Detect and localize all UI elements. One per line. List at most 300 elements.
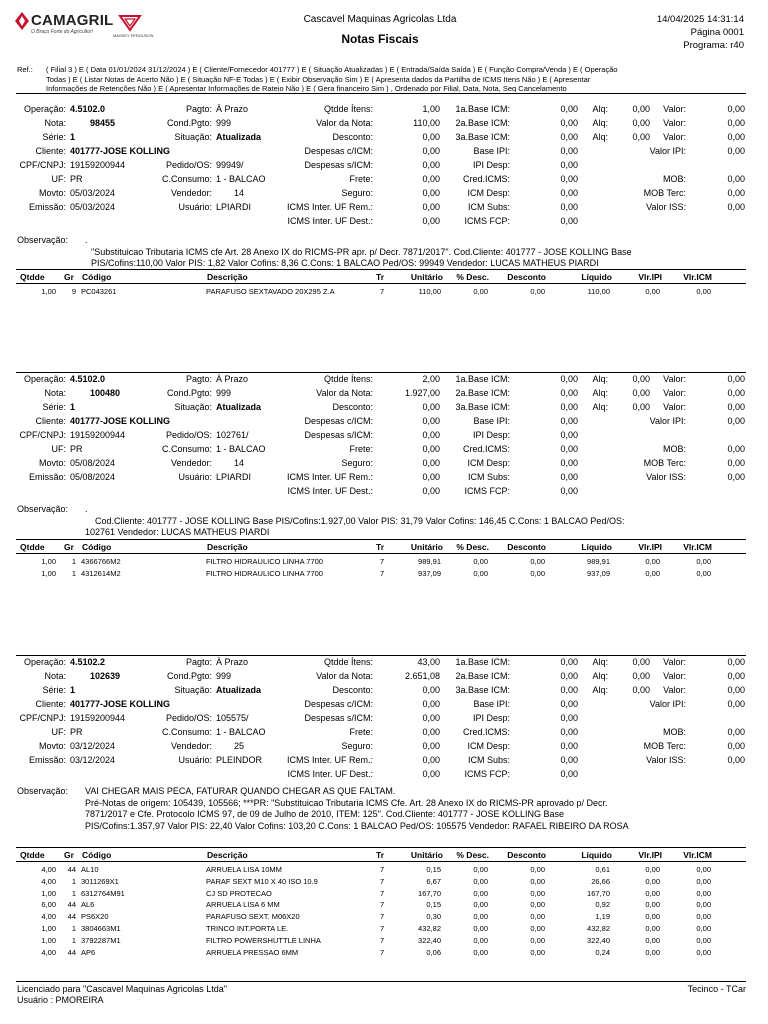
- icm_subs-value: 0,00: [560, 755, 578, 765]
- base3-label: 3a.Base ICM:: [455, 402, 510, 412]
- observation-line: PIS/Cofins:110,00 Valor PIS: 1,82 Valor Cofins: 8,36 C.Cons: 1 BALCAO Ped/OS: 99949 Vendedor: LUCAS MATHEUS PIARDI: [91, 258, 599, 268]
- filter-criteria: [46, 65, 746, 92]
- item-desc-pct: 0,00: [473, 912, 488, 922]
- item-vlr-icm: 0,00: [696, 912, 711, 922]
- item-vlr-icm: 0,00: [696, 557, 711, 566]
- invoice-header-row: [0, 769, 768, 781]
- seguro-label: Seguro:: [341, 741, 373, 751]
- base1-label: 1a.Base ICM:: [455, 374, 510, 384]
- item-codigo: 4366766M2: [81, 557, 121, 566]
- valor-iss-label: Valor ISS:: [646, 202, 686, 212]
- usuario-value: PLEINDOR: [216, 755, 263, 765]
- item-vlr-icm: 0,00: [696, 947, 711, 957]
- mob-terc-value: 0,00: [727, 188, 745, 198]
- invoice-header-row: [0, 202, 768, 214]
- frete-label: Frete:: [349, 444, 373, 454]
- seguro-label: Seguro:: [341, 458, 373, 468]
- base_ipi-value: 0,00: [560, 416, 578, 426]
- valor-value: 0,00: [727, 132, 745, 142]
- alq-label: Alq:: [592, 118, 608, 128]
- nota-value: 98455: [90, 118, 116, 128]
- base3-label: 3a.Base ICM:: [455, 132, 510, 142]
- invoice-header-row: [0, 458, 768, 470]
- alq-label: Alq:: [592, 374, 608, 384]
- item-descricao: FILTRO HIDRAULICO LINHA 7700: [206, 557, 323, 566]
- col-tr-header: Tr: [376, 850, 385, 860]
- item-tr: 7: [380, 888, 385, 898]
- invoice-header-row: [0, 671, 768, 683]
- item-vlr-ipi: 0,00: [645, 947, 660, 957]
- pagto-label: Pagto:: [185, 657, 212, 667]
- filter-line: ( Filial 3 ) E ( Data 01/01/2024 31/12/2024 ) E ( Cliente/Fornecedor 401777 ) E ( Situação Atualizadas ) E ( Entrada/Saída Saída ) E ( Função Compra/Venda ) E ( Operação: [46, 65, 618, 74]
- pagto-label: Pagto:: [185, 104, 212, 114]
- base3-value: 0,00: [560, 402, 578, 412]
- observation-line: Cod.Cliente: 401777 - JOSE KOLLING Base PIS/Cofins:1.927,00 Valor PIS: 31,79 Valor Cofins: 146,45 C.Cons: 1 BALCAO Ped/OS:: [95, 515, 625, 526]
- icms_fcp-label: ICMS FCP:: [464, 486, 510, 496]
- item-unitario: 110,00: [418, 287, 441, 296]
- table-row: [0, 557, 768, 568]
- item-vlr-icm: 0,00: [696, 935, 711, 945]
- cond-label: Cond.Pgto:: [166, 671, 212, 681]
- valor_nota-value: 2.651,08: [404, 671, 440, 681]
- valor-label: Valor:: [663, 671, 686, 681]
- col-gr-header: Gr: [64, 272, 74, 282]
- item-codigo: PS6X20: [81, 912, 109, 922]
- base2-label: 2a.Base ICM:: [455, 671, 510, 681]
- valor-label: Valor:: [663, 402, 686, 412]
- item-desconto: 0,00: [530, 888, 545, 898]
- item-desc-pct: 0,00: [473, 865, 488, 874]
- observation-text: .: [85, 235, 88, 245]
- item-tr: 7: [380, 912, 385, 922]
- serie-value: 1: [70, 132, 76, 142]
- invoice-header-row: [0, 388, 768, 400]
- item-liquido: 167,70: [587, 888, 610, 898]
- alq-value: 0,00: [632, 402, 650, 412]
- valor-ipi-value: 0,00: [727, 699, 745, 709]
- item-gr: 44: [67, 900, 76, 910]
- item-liquido: 989,91: [587, 557, 610, 566]
- consumo-value: 1 - BALCAO: [216, 444, 266, 454]
- col-codigo-header: Código: [82, 542, 112, 552]
- invoice-header-row: [0, 657, 768, 669]
- valor-label: Valor:: [663, 132, 686, 142]
- valor-ipi-label: Valor IPI:: [649, 699, 686, 709]
- col-codigo-header: Código: [82, 850, 112, 860]
- desp_s-value: 0,00: [422, 160, 440, 170]
- alq-value: 0,00: [632, 374, 650, 384]
- valor-iss-label: Valor ISS:: [646, 472, 686, 482]
- valor-value: 0,00: [727, 388, 745, 398]
- item-qtde: 4,00: [41, 876, 56, 886]
- cliente-label: Cliente:: [35, 146, 66, 156]
- base2-label: 2a.Base ICM:: [455, 388, 510, 398]
- uf-value: PR: [70, 444, 83, 454]
- item-gr: 1: [71, 876, 76, 886]
- vendedor-value: 25: [234, 741, 245, 751]
- seguro-value: 0,00: [422, 188, 440, 198]
- observation-label: Observação:: [17, 786, 69, 796]
- serie-label: Série:: [42, 132, 66, 142]
- item-vlr-ipi: 0,00: [645, 557, 660, 566]
- valor-value: 0,00: [727, 118, 745, 128]
- items-header-underline: [16, 861, 746, 862]
- valor_nota-value: 110,00: [413, 118, 440, 128]
- cred_icms-label: Cred.ICMS:: [462, 444, 510, 454]
- massey-ferguson-text: MASSEY FERGUSON: [113, 33, 154, 38]
- valor-label: Valor:: [663, 374, 686, 384]
- item-unitario: 0,15: [426, 865, 441, 874]
- logo-leaf-icon: [15, 12, 29, 30]
- nota-value: 100480: [90, 388, 121, 398]
- page-title: Notas Fiscais: [341, 32, 419, 46]
- alq-value: 0,00: [632, 388, 650, 398]
- company-logo: [15, 12, 29, 35]
- base3-value: 0,00: [560, 685, 578, 695]
- base3-value: 0,00: [560, 132, 578, 142]
- item-descricao: ARRUELA LISA 6 MM: [206, 900, 280, 910]
- item-qtde: 1,00: [41, 935, 56, 945]
- serie-label: Série:: [42, 685, 66, 695]
- pedido-value: 102761/: [216, 430, 249, 440]
- base1-label: 1a.Base ICM:: [455, 657, 510, 667]
- consumo-label: C.Consumo:: [161, 727, 212, 737]
- item-descricao: PARAFUSO SEXT. M06X20: [206, 912, 300, 922]
- item-vlr-ipi: 0,00: [645, 888, 660, 898]
- icm_subs-label: ICM Subs:: [467, 755, 510, 765]
- invoice-header-row: [0, 132, 768, 144]
- col-desc-pct-header: % Desc.: [456, 542, 489, 552]
- valor-iss-value: 0,00: [727, 755, 745, 765]
- frete-value: 0,00: [422, 174, 440, 184]
- usuario-label: Usuário:: [178, 755, 212, 765]
- item-desc-pct: 0,00: [473, 568, 488, 578]
- invoice-header-row: [0, 118, 768, 130]
- page-number: Página 0001: [690, 27, 744, 38]
- invoice-block: [0, 657, 768, 779]
- item-descricao: PARAFUSO SEXTAVADO 20X295 Z.A: [206, 287, 335, 296]
- base3-label: 3a.Base ICM:: [455, 685, 510, 695]
- item-desconto: 0,00: [530, 876, 545, 886]
- desp_c-label: Despesas c/ICM:: [304, 699, 373, 709]
- item-descricao: FILTRO POWERSHUTTLE LINHA: [206, 935, 321, 945]
- item-descricao: ARRUELA LISA 10MM: [206, 865, 282, 874]
- item-desc-pct: 0,00: [473, 947, 488, 957]
- qtde_itens-value: 43,00: [417, 657, 440, 667]
- base1-value: 0,00: [560, 657, 578, 667]
- icms_dest-value: 0,00: [422, 486, 440, 496]
- col-vlr-icm-header: Vlr.ICM: [683, 542, 712, 552]
- item-liquido: 0,24: [595, 947, 610, 957]
- item-tr: 7: [380, 900, 385, 910]
- vendedor-label: Vendedor:: [170, 741, 212, 751]
- icms_dest-value: 0,00: [422, 769, 440, 779]
- col-qtde-header: Qtdde: [20, 542, 45, 552]
- table-row: [0, 912, 768, 923]
- item-qtde: 6,00: [41, 900, 56, 910]
- item-liquido: 1,19: [595, 912, 610, 922]
- valor-label: Valor:: [663, 118, 686, 128]
- item-liquido: 0,92: [595, 900, 610, 910]
- pagto-label: Pagto:: [185, 374, 212, 384]
- col-tr-header: Tr: [376, 272, 385, 282]
- operacao-label: Operação:: [23, 374, 66, 384]
- desp_c-value: 0,00: [422, 146, 440, 156]
- alq-label: Alq:: [592, 685, 608, 695]
- col-desc-pct-header: % Desc.: [456, 272, 489, 282]
- icm_desp-label: ICM Desp:: [467, 741, 510, 751]
- base2-value: 0,00: [560, 118, 578, 128]
- invoice-block: [0, 104, 768, 226]
- invoice-header-row: [0, 416, 768, 428]
- valor-value: 0,00: [727, 374, 745, 384]
- icm_desp-label: ICM Desp:: [467, 188, 510, 198]
- ipi_desp-value: 0,00: [560, 430, 578, 440]
- item-vlr-icm: 0,00: [696, 568, 711, 578]
- item-desconto: 0,00: [530, 947, 545, 957]
- valor-value: 0,00: [727, 685, 745, 695]
- valor-label: Valor:: [663, 657, 686, 667]
- emissao-label: Emissão:: [28, 202, 66, 212]
- items-table-divider: [16, 269, 746, 270]
- icm_desp-value: 0,00: [560, 188, 578, 198]
- pedido-label: Pedido/OS:: [165, 430, 212, 440]
- emissao-value: 03/12/2024: [70, 755, 116, 765]
- col-liquido-header: Líquido: [581, 272, 612, 282]
- icms_dest-label: ICMS Inter. UF Dest.:: [287, 216, 373, 226]
- frete-value: 0,00: [422, 727, 440, 737]
- item-gr: 1: [71, 924, 76, 933]
- mob-terc-label: MOB Terc:: [643, 458, 686, 468]
- cliente-label: Cliente:: [35, 416, 66, 426]
- filter-line: Informações de Retenções Não ) E ( Apresentar Informações de Rateio Não ) E ( Gera financeiro Sim ) , Ordenado por Filial, Data, Nota, Seq Cancelamento: [46, 84, 567, 92]
- situacao-label: Situação:: [174, 132, 212, 142]
- observation-line: PIS/Cofins:1.357,97 Valor PIS: 22,40 Valor Cofins: 103,20 C.Cons: 1 BALCAO Ped/OS: 105575 Vendedor: RAFAEL RIBEIRO DA ROSA: [85, 820, 629, 831]
- base_ipi-value: 0,00: [560, 699, 578, 709]
- alq-value: 0,00: [632, 671, 650, 681]
- item-descricao: CJ SD PROTECAO: [206, 888, 272, 898]
- item-desconto: 0,00: [530, 287, 545, 296]
- item-vlr-icm: 0,00: [696, 924, 711, 933]
- invoice-header-row: [0, 713, 768, 725]
- item-desc-pct: 0,00: [473, 876, 488, 886]
- desp_s-value: 0,00: [422, 713, 440, 723]
- alq-label: Alq:: [592, 671, 608, 681]
- cliente-value: 401777-JOSE KOLLING: [70, 146, 171, 156]
- col-descricao-header: Descrição: [207, 850, 248, 860]
- item-desconto: 0,00: [530, 865, 545, 874]
- uf-value: PR: [70, 727, 83, 737]
- item-liquido: 322,40: [587, 935, 610, 945]
- pedido-value: 105575/: [216, 713, 249, 723]
- item-tr: 7: [380, 568, 385, 578]
- movto-label: Movto:: [38, 741, 66, 751]
- valor_nota-value: 1.927,00: [404, 388, 440, 398]
- serie-label: Série:: [42, 402, 66, 412]
- invoice-header-row: [0, 160, 768, 172]
- cpf-label: CPF/CNPJ:: [19, 160, 66, 170]
- observation-line: 7871/2017 e Cfe. Protocolo ICMS 97, de 09 de Julho de 2010, ITEM: 125". Cod.Cliente: 401777 - JOSE KOLLING Base: [85, 809, 564, 819]
- cred_icms-value: 0,00: [560, 727, 578, 737]
- item-unitario: 0,30: [426, 912, 441, 922]
- item-desc-pct: 0,00: [473, 287, 488, 296]
- frete-value: 0,00: [422, 444, 440, 454]
- item-vlr-ipi: 0,00: [645, 935, 660, 945]
- valor_nota-label: Valor da Nota:: [316, 118, 373, 128]
- items-header-underline: [16, 553, 746, 554]
- table-row: [0, 936, 768, 947]
- qtde_itens-value: 2,00: [422, 374, 440, 384]
- consumo-label: C.Consumo:: [161, 444, 212, 454]
- table-row: [0, 924, 768, 935]
- icms_fcp-value: 0,00: [560, 216, 578, 226]
- situacao-value: Atualizada: [216, 685, 262, 695]
- alq-value: 0,00: [632, 685, 650, 695]
- desconto-value: 0,00: [422, 402, 440, 412]
- vendedor-label: Vendedor:: [170, 458, 212, 468]
- item-unitario: 322,40: [418, 935, 441, 945]
- observation-text: VAI CHEGAR MAIS PECA, FATURAR QUANDO CHEGAR AS QUE FALTAM.: [85, 786, 396, 796]
- nota-label: Nota:: [44, 671, 66, 681]
- invoice-divider: [16, 372, 746, 373]
- valor-value: 0,00: [727, 657, 745, 667]
- item-unitario: 989,91: [418, 557, 441, 566]
- item-descricao: PARAF SEXT M10 X 40 ISO 10.9: [206, 876, 318, 886]
- vendedor-value: 14: [234, 458, 245, 468]
- item-tr: 7: [380, 876, 385, 886]
- invoice-header-row: [0, 146, 768, 158]
- item-gr: 1: [71, 568, 76, 578]
- item-desc-pct: 0,00: [473, 935, 488, 945]
- emissao-value: 05/03/2024: [70, 202, 116, 212]
- invoice-header-row: [0, 755, 768, 767]
- icm_desp-value: 0,00: [560, 741, 578, 751]
- col-liquido-header: Líquido: [581, 542, 612, 552]
- item-tr: 7: [380, 557, 385, 566]
- item-desconto: 0,00: [530, 557, 545, 566]
- report-datetime: 14/04/2025 14:31:14: [656, 14, 744, 25]
- desp_s-value: 0,00: [422, 430, 440, 440]
- emissao-value: 05/08/2024: [70, 472, 116, 482]
- col-vlr-ipi-header: Vlr.IPI: [638, 850, 662, 860]
- valor-ipi-label: Valor IPI:: [649, 146, 686, 156]
- alq-value: 0,00: [632, 118, 650, 128]
- ipi_desp-value: 0,00: [560, 160, 578, 170]
- item-vlr-icm: 0,00: [696, 865, 711, 874]
- seguro-value: 0,00: [422, 741, 440, 751]
- qtde_itens-label: Qtdde Ítens:: [323, 104, 373, 114]
- item-unitario: 0,06: [426, 947, 441, 957]
- alq-label: Alq:: [592, 402, 608, 412]
- mob-value: 0,00: [727, 727, 745, 737]
- mob-label: MOB:: [662, 727, 686, 737]
- movto-label: Movto:: [38, 188, 66, 198]
- base2-value: 0,00: [560, 388, 578, 398]
- item-tr: 7: [380, 865, 385, 874]
- icms_rem-value: 0,00: [422, 202, 440, 212]
- col-codigo-header: Código: [82, 272, 112, 282]
- item-desconto: 0,00: [530, 935, 545, 945]
- operacao-value: 4.5102.0: [70, 104, 106, 114]
- item-qtde: 4,00: [41, 912, 56, 922]
- item-gr: 9: [71, 287, 76, 296]
- item-unitario: 432,82: [418, 924, 441, 933]
- invoice-header-row: [0, 104, 768, 116]
- item-gr: 44: [67, 947, 76, 957]
- nota-label: Nota:: [44, 118, 66, 128]
- cpf-value: 19159200944: [70, 160, 126, 170]
- valor-value: 0,00: [727, 104, 745, 114]
- item-liquido: 110,00: [587, 287, 610, 296]
- item-codigo: AL10: [81, 865, 99, 874]
- icm_subs-label: ICM Subs:: [467, 202, 510, 212]
- table-row: [0, 900, 768, 911]
- item-gr: 1: [71, 935, 76, 945]
- mob-terc-value: 0,00: [727, 741, 745, 751]
- situacao-value: Atualizada: [216, 132, 262, 142]
- alq-label: Alq:: [592, 104, 608, 114]
- items-table-divider: [16, 539, 746, 540]
- table-row: [0, 865, 768, 876]
- icms_rem-label: ICMS Inter. UF Rem.:: [286, 202, 373, 212]
- table-row: [0, 877, 768, 888]
- item-qtde: 1,00: [41, 924, 56, 933]
- observation-text: .: [85, 504, 88, 514]
- base1-value: 0,00: [560, 374, 578, 384]
- item-vlr-ipi: 0,00: [645, 865, 660, 874]
- col-unitario-header: Unitário: [410, 542, 443, 552]
- item-codigo: 6312764M91: [81, 888, 125, 898]
- base_ipi-label: Base IPI:: [473, 699, 510, 709]
- alq-value: 0,00: [632, 657, 650, 667]
- consumo-value: 1 - BALCAO: [216, 174, 266, 184]
- serie-value: 1: [70, 685, 76, 695]
- item-descricao: TRINCO INT.PORTA LE.: [206, 924, 289, 933]
- item-qtde: 1,00: [41, 557, 56, 566]
- observation-label: Observação:: [17, 504, 69, 514]
- items-header-underline: [16, 283, 746, 284]
- icms_fcp-label: ICMS FCP:: [464, 216, 510, 226]
- col-vlr-icm-header: Vlr.ICM: [683, 850, 712, 860]
- cpf-label: CPF/CNPJ:: [19, 430, 66, 440]
- icms_fcp-value: 0,00: [560, 769, 578, 779]
- cred_icms-label: Cred.ICMS:: [462, 174, 510, 184]
- user-name: Usuário : PMOREIRA: [17, 995, 104, 1005]
- operacao-label: Operação:: [23, 104, 66, 114]
- item-tr: 7: [380, 287, 385, 296]
- cpf-label: CPF/CNPJ:: [19, 713, 66, 723]
- mob-terc-value: 0,00: [727, 458, 745, 468]
- mob-terc-label: MOB Terc:: [643, 188, 686, 198]
- qtde_itens-label: Qtdde Ítens:: [323, 374, 373, 384]
- col-tr-header: Tr: [376, 542, 385, 552]
- item-vlr-ipi: 0,00: [645, 287, 660, 296]
- icms_fcp-label: ICMS FCP:: [464, 769, 510, 779]
- mob-label: MOB:: [662, 174, 686, 184]
- valor-value: 0,00: [727, 402, 745, 412]
- ipi_desp-value: 0,00: [560, 713, 578, 723]
- desconto-value: 0,00: [422, 132, 440, 142]
- usuario-value: LPIARDI: [216, 202, 252, 212]
- base1-label: 1a.Base ICM:: [455, 104, 510, 114]
- observation-line: Pré-Notas de origem: 105439, 105566; ***PR: "Substituicao Tributaria ICMS Cfe. Art. 28 Anexo IX do RICMS-PR aprovado p/ Decr.: [85, 797, 608, 808]
- item-unitario: 6,67: [426, 876, 441, 886]
- desconto-label: Desconto:: [332, 685, 373, 695]
- item-tr: 7: [380, 947, 385, 957]
- item-vlr-icm: 0,00: [696, 900, 711, 910]
- cred_icms-value: 0,00: [560, 174, 578, 184]
- header-divider: [16, 93, 746, 94]
